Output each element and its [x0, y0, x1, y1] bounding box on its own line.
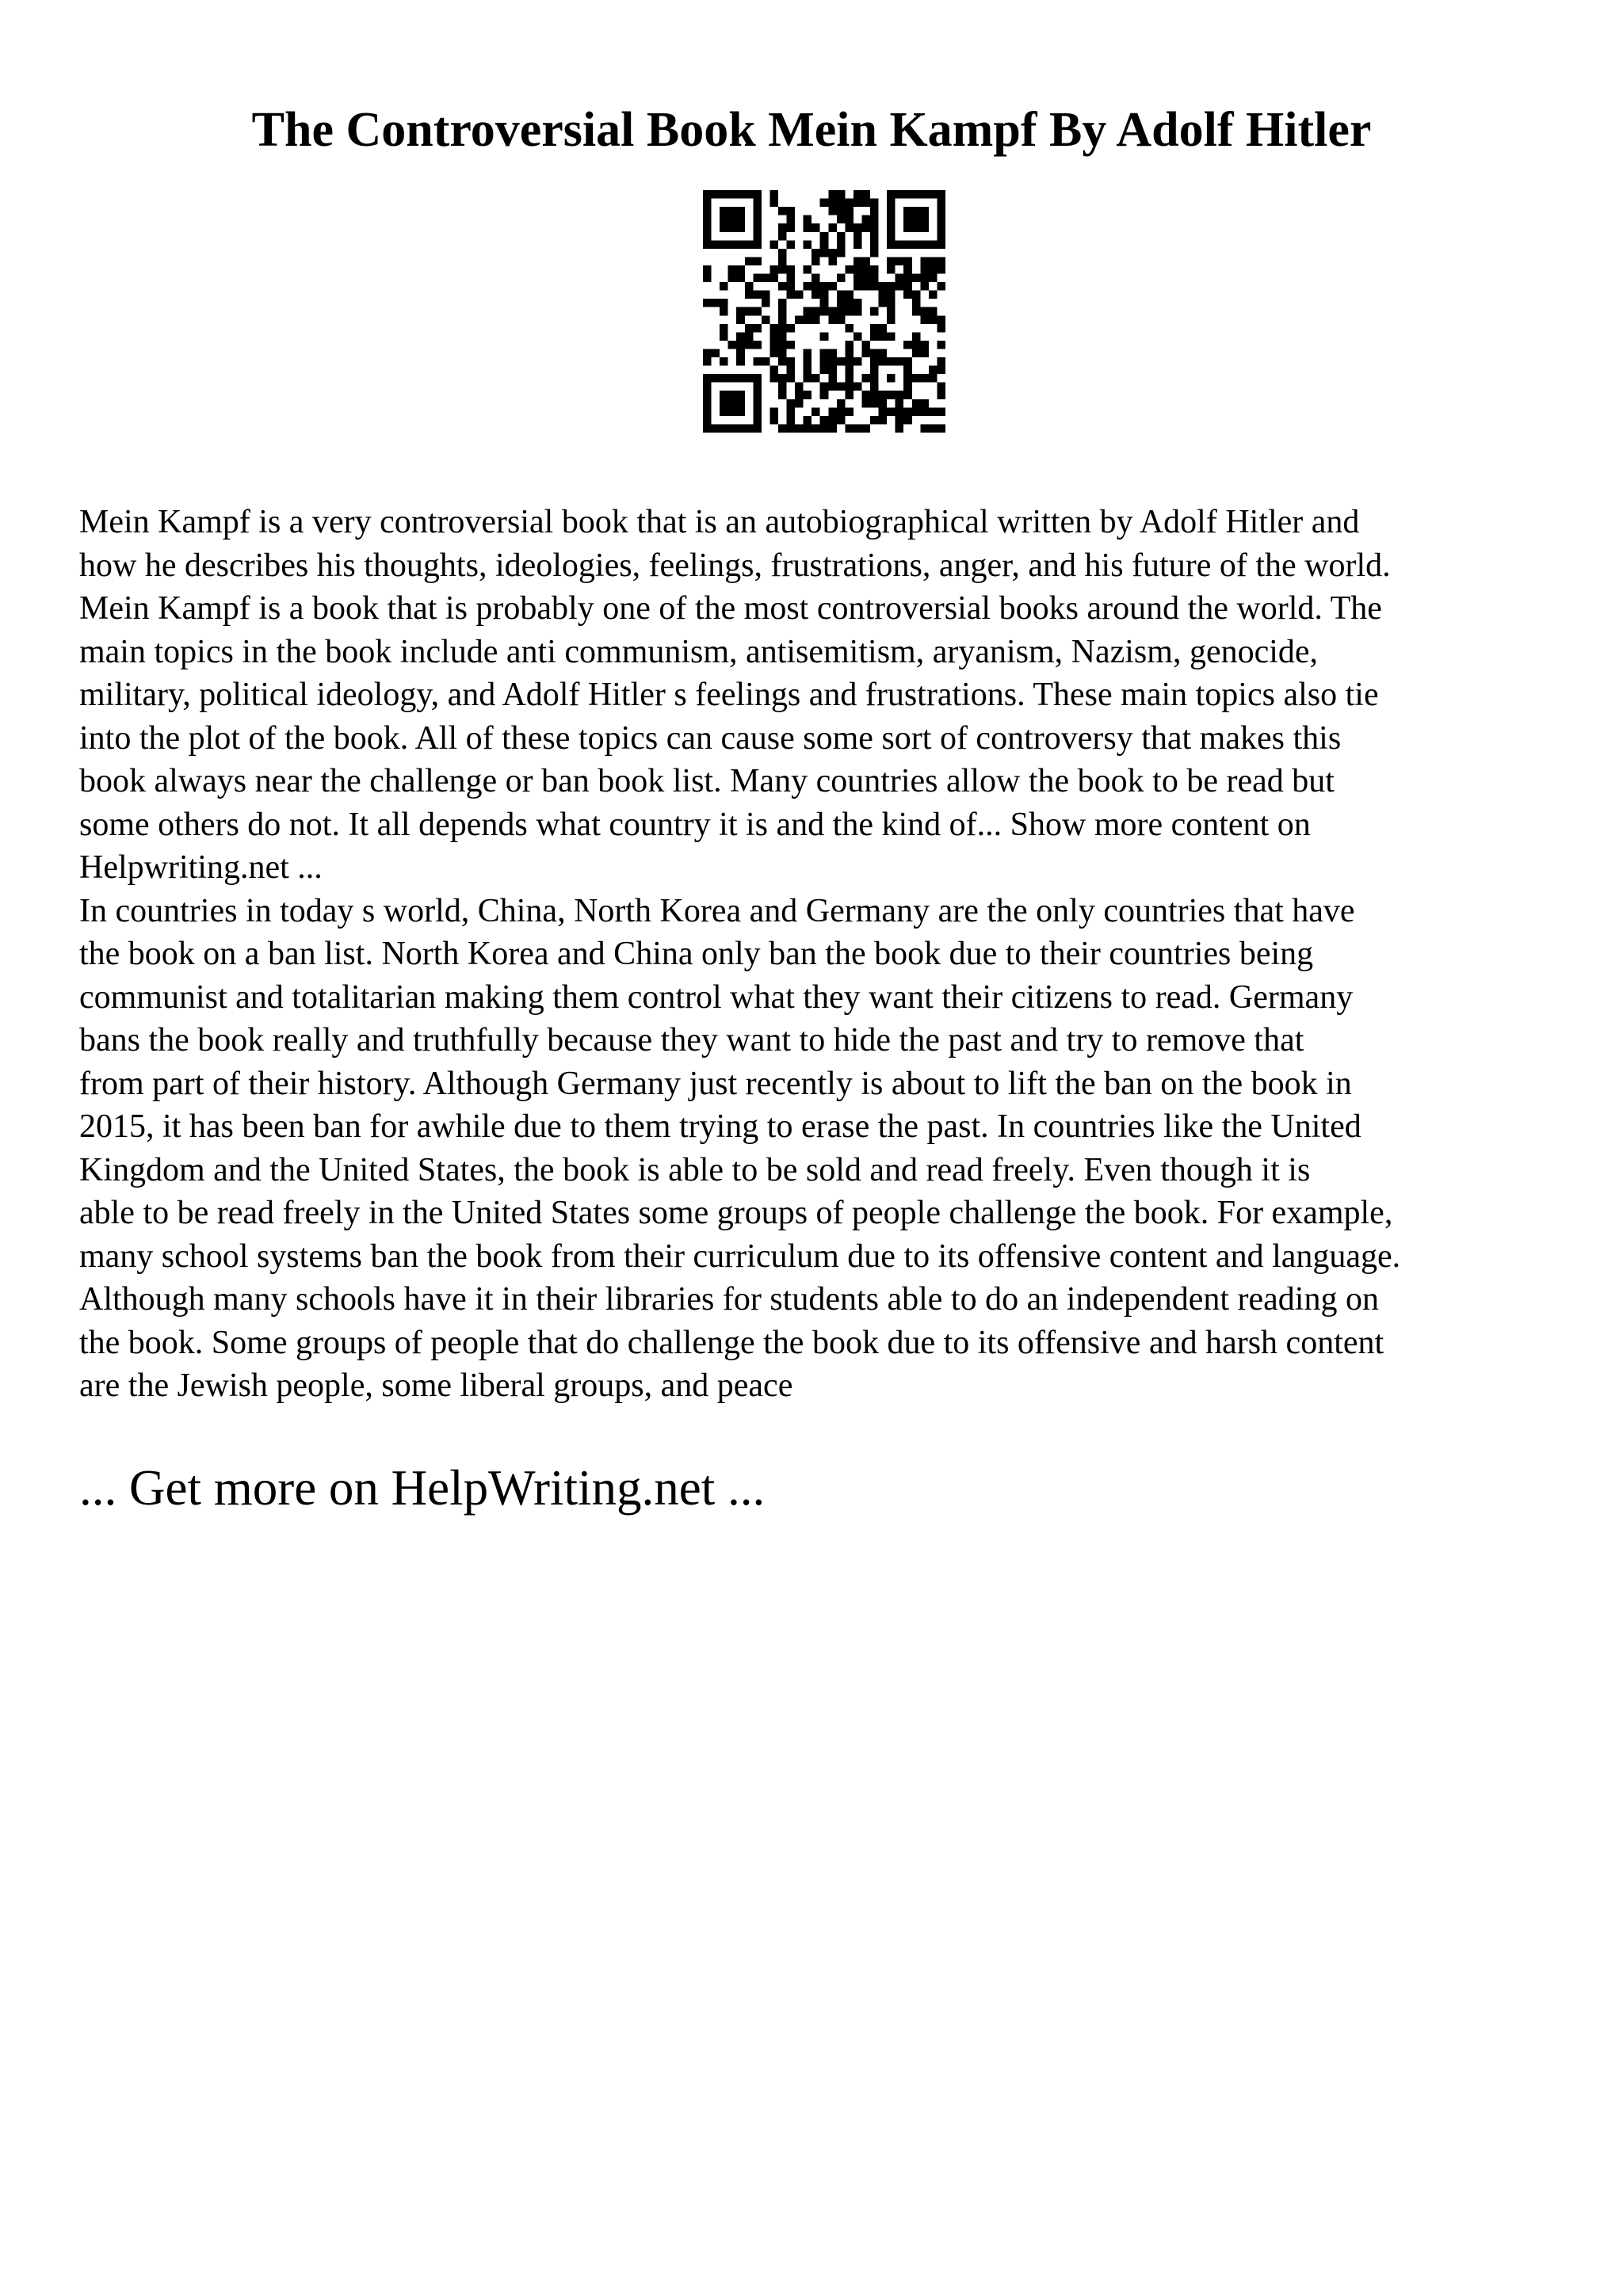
text-line: 2015, it has been ban for awhile due to them trying to erase the past. In countries like the United	[79, 1108, 1361, 1145]
text-line: military, political ideology, and Adolf Hitler s feelings and frustrations. These main topics also tie	[79, 677, 1379, 713]
text-line: main topics in the book include anti communism, antisemitism, aryanism, Nazism, genocide,	[79, 633, 1319, 670]
text-line: how he describes his thoughts, ideologies, feelings, frustrations, anger, and his future of the world.	[79, 547, 1391, 584]
article-body	[79, 501, 1553, 1408]
page-title: The Controversial Book Mein Kampf By Adolf Hitler	[251, 103, 1372, 157]
text-line: into the plot of the book. All of these topics can cause some sort of controversy that makes this	[79, 719, 1342, 757]
text-line: Helpwriting.net ...	[79, 849, 323, 886]
text-line: are the Jewish people, some liberal groups, and peace	[79, 1367, 793, 1404]
text-line: Kingdom and the United States, the book is able to be sold and read freely. Even though it is	[79, 1151, 1311, 1188]
paragraph-2	[79, 890, 1553, 1408]
qr-code-icon	[703, 190, 945, 433]
text-line: the book. Some groups of people that do challenge the book due to its offensive and harsh content	[79, 1324, 1384, 1361]
text-line: communist and totalitarian making them control what they want their citizens to read. Germany	[79, 978, 1354, 1016]
text-line: Although many schools have it in their libraries for students able to do an independent reading on	[79, 1281, 1379, 1318]
text-line: the book on a ban list. North Korea and China only ban the book due to their countries being	[79, 936, 1314, 972]
text-line: some others do not. It all depends what country it is and the kind of... Show more content on	[79, 806, 1311, 843]
text-line: bans the book really and truthfully because they want to hide the past and try to remove that	[79, 1022, 1304, 1058]
text-line: Mein Kampf is a very controversial book that is an autobiographical written by Adolf Hitler and	[79, 504, 1360, 540]
text-line: book always near the challenge or ban book list. Many countries allow the book to be read but	[79, 763, 1335, 799]
paragraph-1	[79, 501, 1553, 890]
text-line: In countries in today s world, China, North Korea and Germany are the only countries that have	[79, 892, 1355, 929]
text-line: Mein Kampf is a book that is probably one of the most controversial books around the world. The	[79, 590, 1382, 627]
text-line: from part of their history. Although Germany just recently is about to lift the ban on the book in	[79, 1065, 1352, 1102]
text-line: many school systems ban the book from their curriculum due to its offensive content and language.	[79, 1238, 1401, 1275]
get-more-link[interactable]: ... Get more on HelpWriting.net ...	[79, 1460, 766, 1516]
text-line: able to be read freely in the United States some groups of people challenge the book. For example,	[79, 1195, 1393, 1231]
